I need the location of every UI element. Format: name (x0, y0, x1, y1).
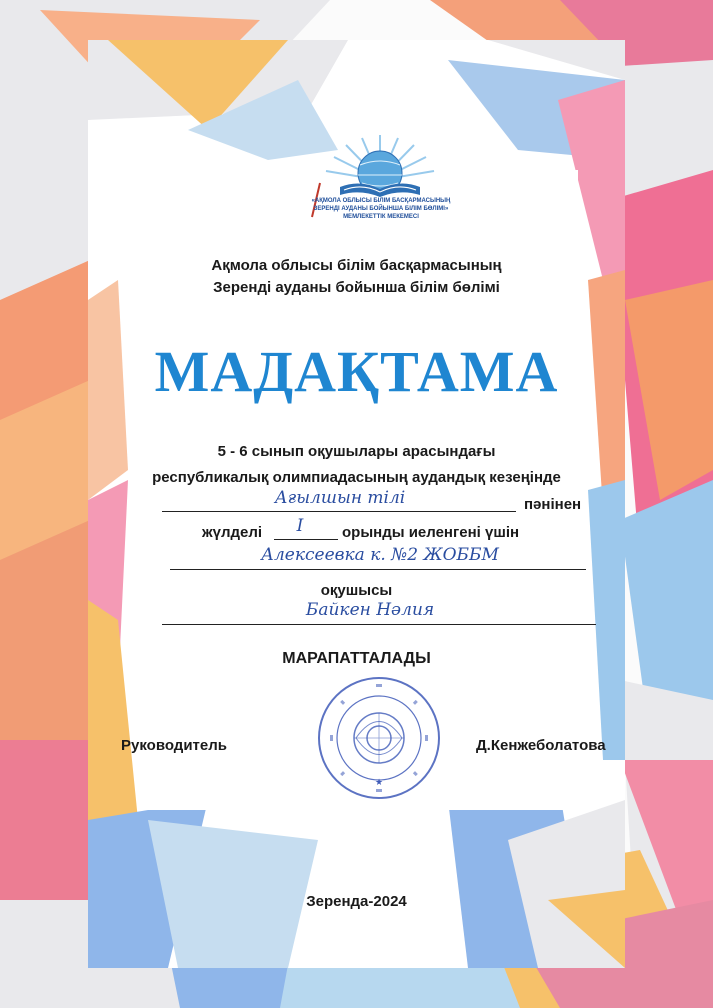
header-line-2: Зеренді ауданы бойынша білім бөлімі (213, 279, 500, 296)
student-handwritten: Байкен Нәлия (305, 600, 435, 620)
place-prefix: жүлделі (202, 524, 263, 541)
place-underline (274, 539, 338, 540)
logo-line-2: ЗЕРЕНДІ АУДАНЫ БОЙЫНША БІЛІМ БӨЛІМІ» (313, 206, 449, 212)
logo-line-1: «АҚМОЛА ОБЛЫСЫ БІЛІМ БАСҚАРМАСЫНЫҢ (311, 198, 451, 204)
logo-text (306, 197, 456, 221)
institution-logo (300, 135, 460, 230)
official-stamp (316, 675, 442, 801)
header-line-1: Ақмола облысы білім басқармасының (211, 257, 502, 274)
footer-place-year: Зеренда-2024 (306, 893, 407, 910)
subject-handwritten: Ағылшын тілі (274, 488, 406, 508)
signature-left: Руководитель (121, 737, 227, 754)
subject-suffix: пәнінен (524, 496, 582, 513)
logo-line-3: МЕМЛЕКЕТТІК МЕКЕМЕСІ (343, 214, 419, 220)
school-handwritten: Алексеевка к. №2 ЖОББМ (261, 545, 499, 565)
place-suffix: орынды иеленгені үшін (342, 524, 520, 541)
student-underline (162, 624, 596, 625)
student-label: оқушысы (320, 582, 393, 599)
svg-text:★: ★ (374, 778, 384, 788)
place-handwritten: I (296, 516, 304, 536)
signature-right: Д.Кенжеболатова (476, 737, 606, 754)
school-underline (170, 569, 586, 570)
subject-underline (162, 511, 516, 512)
body-line-1: 5 - 6 сынып оқушылары арасындағы (217, 443, 496, 460)
certificate-title: МАДАҚТАМА (154, 339, 559, 404)
award-text: МАРАПАТТАЛАДЫ (282, 650, 431, 667)
body-line-2: республикалық олимпиадасының аудандық кезеңінде (152, 469, 561, 486)
